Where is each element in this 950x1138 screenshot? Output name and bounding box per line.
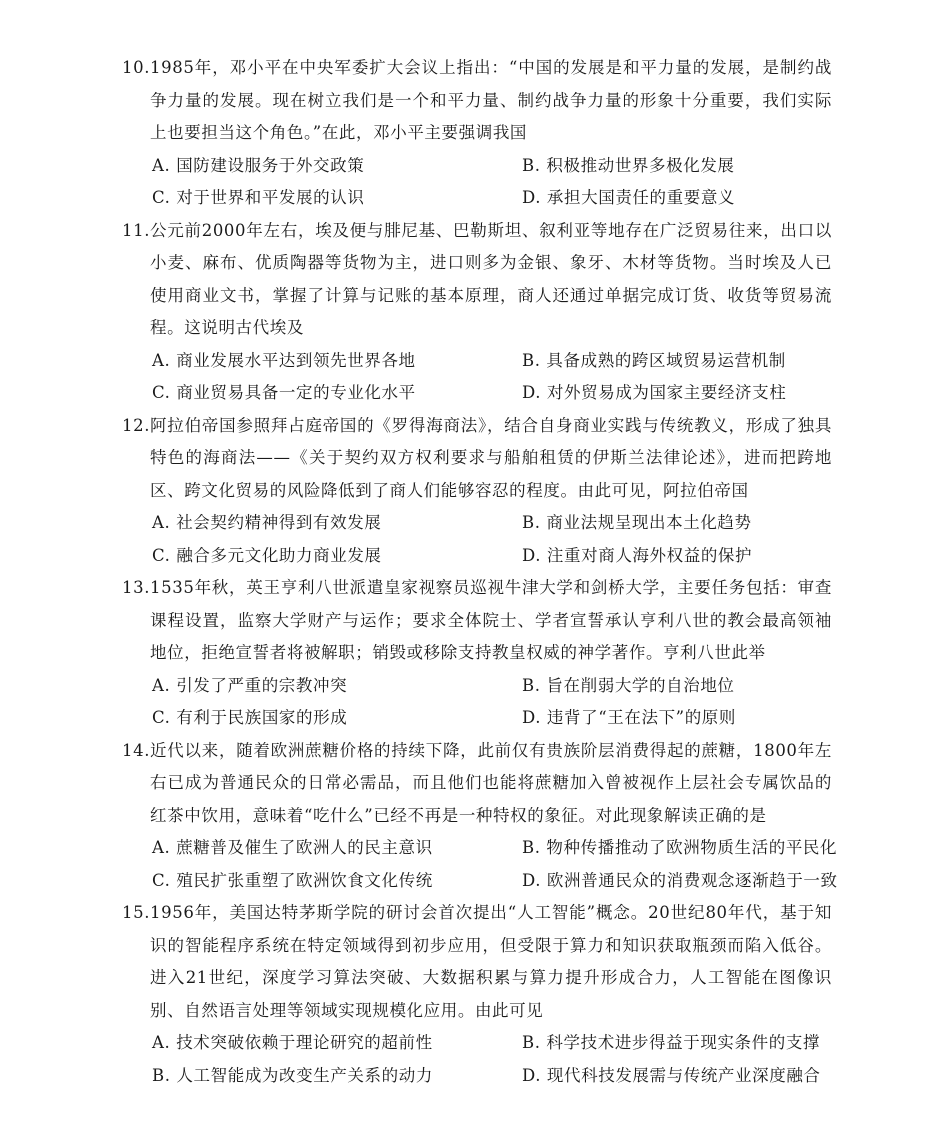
- option-d: D. 对外贸易成为国家主要经济支柱: [522, 383, 787, 402]
- question-12: [122, 410, 832, 573]
- option-d: D. 注重对商人海外权益的保护: [522, 545, 753, 565]
- question-13: [122, 572, 832, 735]
- question-10: [122, 52, 832, 215]
- question-number: 15.: [122, 903, 151, 922]
- question-11: [122, 215, 832, 410]
- question-text: 1985年，邓小平在中央军委扩大会议上指出：“中国的发展是和平力量的发展，是制约战争力量的发展。现在树立我们是一个和平力量、制约战争力量的形象十分重要，我们实际上也要担当这个角色。”在此，邓小平主要强调我国: [150, 58, 832, 142]
- option-a: A. 国防建设服务于外交政策: [152, 155, 365, 175]
- question-stem: [122, 897, 832, 1027]
- question-stem: [122, 410, 832, 508]
- option-a: A. 引发了严重的宗教冲突: [152, 675, 348, 695]
- options: [122, 345, 832, 410]
- option-c: B. 人工智能成为改变生产关系的动力: [152, 1065, 433, 1085]
- option-c: C. 有利于民族国家的形成: [152, 708, 348, 727]
- question-text: 1956年，美国达特茅斯学院的研讨会首次提出“人工智能”概念。20世纪80年代，基于知识的智能程序系统在特定领域得到初步应用，但受限于算力和知识获取瓶颈而陷入低谷。进入21世纪，深度学习算法突破、大数据积累与算力提升形成合力，人工智能在图像识别、自然语言处理等领域实现规模化应用。由此可见: [150, 903, 832, 1020]
- option-b: B. 商业法规呈现出本土化趋势: [522, 513, 752, 532]
- question-number: 12.: [122, 415, 151, 435]
- option-d: D. 违背了“王在法下”的原则: [522, 708, 737, 727]
- question-number: 13.: [122, 578, 151, 597]
- question-text: 阿拉伯帝国参照拜占庭帝国的《罗得海商法》，结合自身商业实践与传统教义，形成了独具特色的海商法——《关于契约双方权利要求与船舶租赁的伊斯兰法律论述》，进而把跨地区、跨文化贸易的风险降低到了商人们能够容忍的程度。由此可见，阿拉伯帝国: [150, 415, 832, 500]
- option-a: A. 商业发展水平达到领先世界各地: [152, 350, 416, 370]
- options: [122, 832, 838, 897]
- option-b: B. 具备成熟的跨区域贸易运营机制: [522, 350, 786, 370]
- question-stem: [122, 735, 832, 833]
- question-text: 近代以来，随着欧洲蔗糖价格的持续下降，此前仅有贵族阶层消费得起的蔗糖，1800年左右已成为普通民众的日常必需品，而且他们也能将蔗糖加入曾被视作上层社会专属饮品的红茶中饮用，意味着“吃什么”已经不再是一种特权的象征。对此现象解读正确的是: [150, 740, 832, 825]
- option-d: D. 现代科技发展需与传统产业深度融合: [522, 1065, 821, 1085]
- question-text: 公元前2000年左右，埃及便与腓尼基、巴勒斯坦、叙利亚等地存在广泛贸易往来，出口以小麦、麻布、优质陶器等货物为主，进口则多为金银、象牙、木材等货物。当时埃及人已使用商业文书，掌握了计算与记账的基本原理，商人还通过单据完成订货、收货等贸易流程。这说明古代埃及: [150, 220, 832, 337]
- option-b: B. 科学技术进步得益于现实条件的支撑: [522, 1033, 821, 1052]
- option-c: C. 对于世界和平发展的认识: [152, 188, 365, 207]
- options: [122, 1027, 832, 1092]
- option-d: D. 欧洲普通民众的消费观念逐渐趋于一致: [522, 870, 838, 890]
- option-d: D. 承担大国责任的重要意义: [522, 188, 736, 207]
- question-stem: [122, 572, 832, 670]
- option-c: C. 殖民扩张重塑了欧洲饮食文化传统: [152, 870, 433, 890]
- question-stem: [122, 52, 832, 150]
- options: [122, 150, 832, 215]
- option-a: A. 技术突破依赖于理论研究的超前性: [152, 1033, 433, 1052]
- question-stem: [122, 215, 832, 345]
- option-b: B. 旨在削弱大学的自治地位: [522, 675, 735, 695]
- options: [122, 670, 832, 735]
- question-14: [122, 735, 838, 898]
- option-c: C. 商业贸易具备一定的专业化水平: [152, 383, 416, 402]
- question-number: 11.: [122, 220, 151, 240]
- question-text: 1535年秋，英王亨利八世派遣皇家视察员巡视牛津大学和剑桥大学，主要任务包括：审查课程设置，监察大学财产与运作；要求全体院士、学者宣誓承认亨利八世的教会最高领袖地位，拒绝宣誓者将被解职；销毁或移除支持教皇权威的神学著作。亨利八世此举: [150, 578, 832, 662]
- option-c: C. 融合多元文化助力商业发展: [152, 545, 382, 565]
- question-15: [122, 897, 832, 1092]
- options: [122, 507, 832, 572]
- option-a: A. 社会契约精神得到有效发展: [152, 513, 382, 532]
- option-b: B. 积极推动世界多极化发展: [522, 155, 735, 175]
- option-a: A. 蔗糖普及催生了欧洲人的民主意识: [152, 838, 433, 857]
- option-b: B. 物种传播推动了欧洲物质生活的平民化: [522, 838, 838, 857]
- question-number: 14.: [122, 740, 151, 760]
- question-number: 10.: [122, 58, 151, 77]
